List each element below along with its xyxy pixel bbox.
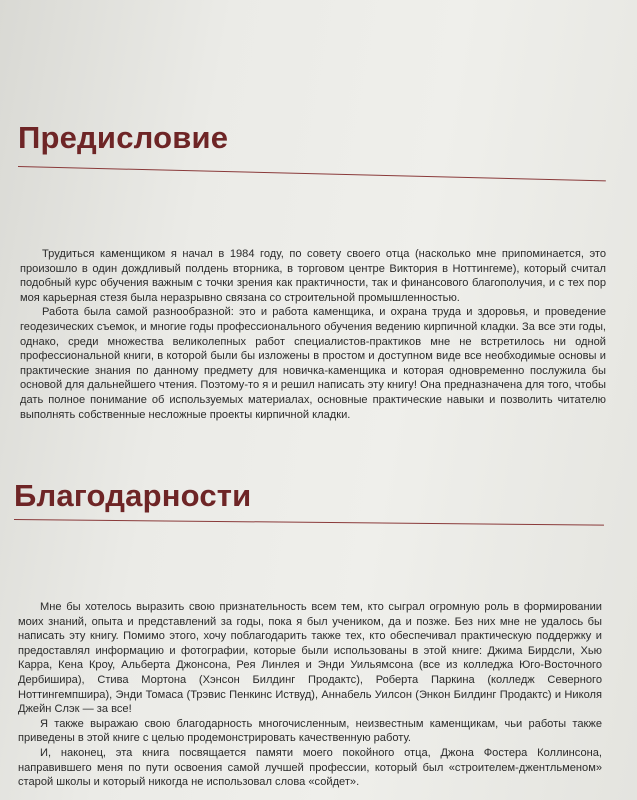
acknowledgements-body (18, 600, 602, 790)
acknowledgements-divider (14, 519, 604, 526)
preface-body (20, 247, 606, 422)
preface-heading: Предисловие (18, 120, 229, 155)
acknowledgements-heading: Благодарности (14, 478, 252, 513)
acknowledgements-paragraph-2: Я также выражаю свою благодарность многочисленным, неизвестным каменщикам, чьи работы также приведены в этой книге с целью продемонстрировать качественную работу. (18, 717, 602, 745)
acknowledgements-paragraph-1: Мне бы хотелось выразить свою признательность всем тем, кто сыграл огромную роль в формировании моих знаний, опыта и представлений за годы, пока я был учеником, да и позже. Без них мне не удалось бы написать эту книгу. Помимо этого, хочу поблагодарить также тех, кто обеспечивал практическую поддержку и предоставлял информацию и фотографии, которые были использованы в этой книге: Джима Бирдсли, Хью Карра, Кена Кроу, Альберта Джонсона, Рея Линлея и Энди Уильямсона (все из колледжа Юго-Восточного Дербишира), Стива Мортона (Хэнсон Билдинг Продактс), Роберта Паркина (колледж Северного Ноттингемпшира), Энди Томаса (Трэвис Пенкинс Иствуд), Аннабель Уилсон (Энкон Билдинг Продактс) и Николя Джейн Слэк — за все! (18, 601, 602, 716)
preface-paragraph-1: Трудиться каменщиком я начал в 1984 году, по совету своего отца (насколько мне припоминается, это произошло в один дождливый полдень вторника, в торговом центре Виктория в Ноттингеме), который считал подобный курс обучения важным с точки зрения как практичности, так и финансового благополучия, и с тех пор моя карьерная стезя была неразрывно связана со строительной промышленностью. (20, 248, 606, 304)
acknowledgements-paragraph-3: И, наконец, эта книга посвящается памяти моего покойного отца, Джона Фостера Коллинсона, направившего меня по пути освоения самой лучшей профессии, который был «строителем-джентльменом» старой школы и который никогда не использовал слова «сойдет». (18, 746, 602, 789)
preface-paragraph-2: Работа была самой разнообразной: это и работа каменщика, и охрана труда и здоровья, и проведение геодезических съемок, и многие годы профессионального обучения ведению кирпичной кладки. За все эти годы, однако, среди множества великолепных работ специалистов-практиков мне не встретилось ни одной профессиональной книги, в которой были бы изложены в простом и доступном виде все необходимые основы и практические знания по данному предмету для новичка-каменщика и которая одновременно послужила бы основой для дальнейшего чтения. Поэтому-то я и решил написать эту книгу! Она предназначена для того, чтобы дать полное понимание об используемых материалах, основные практические навыки и позволить читателю выполнять собственные несложные проекты кирпичной кладки. (20, 306, 606, 421)
preface-divider (18, 166, 606, 181)
